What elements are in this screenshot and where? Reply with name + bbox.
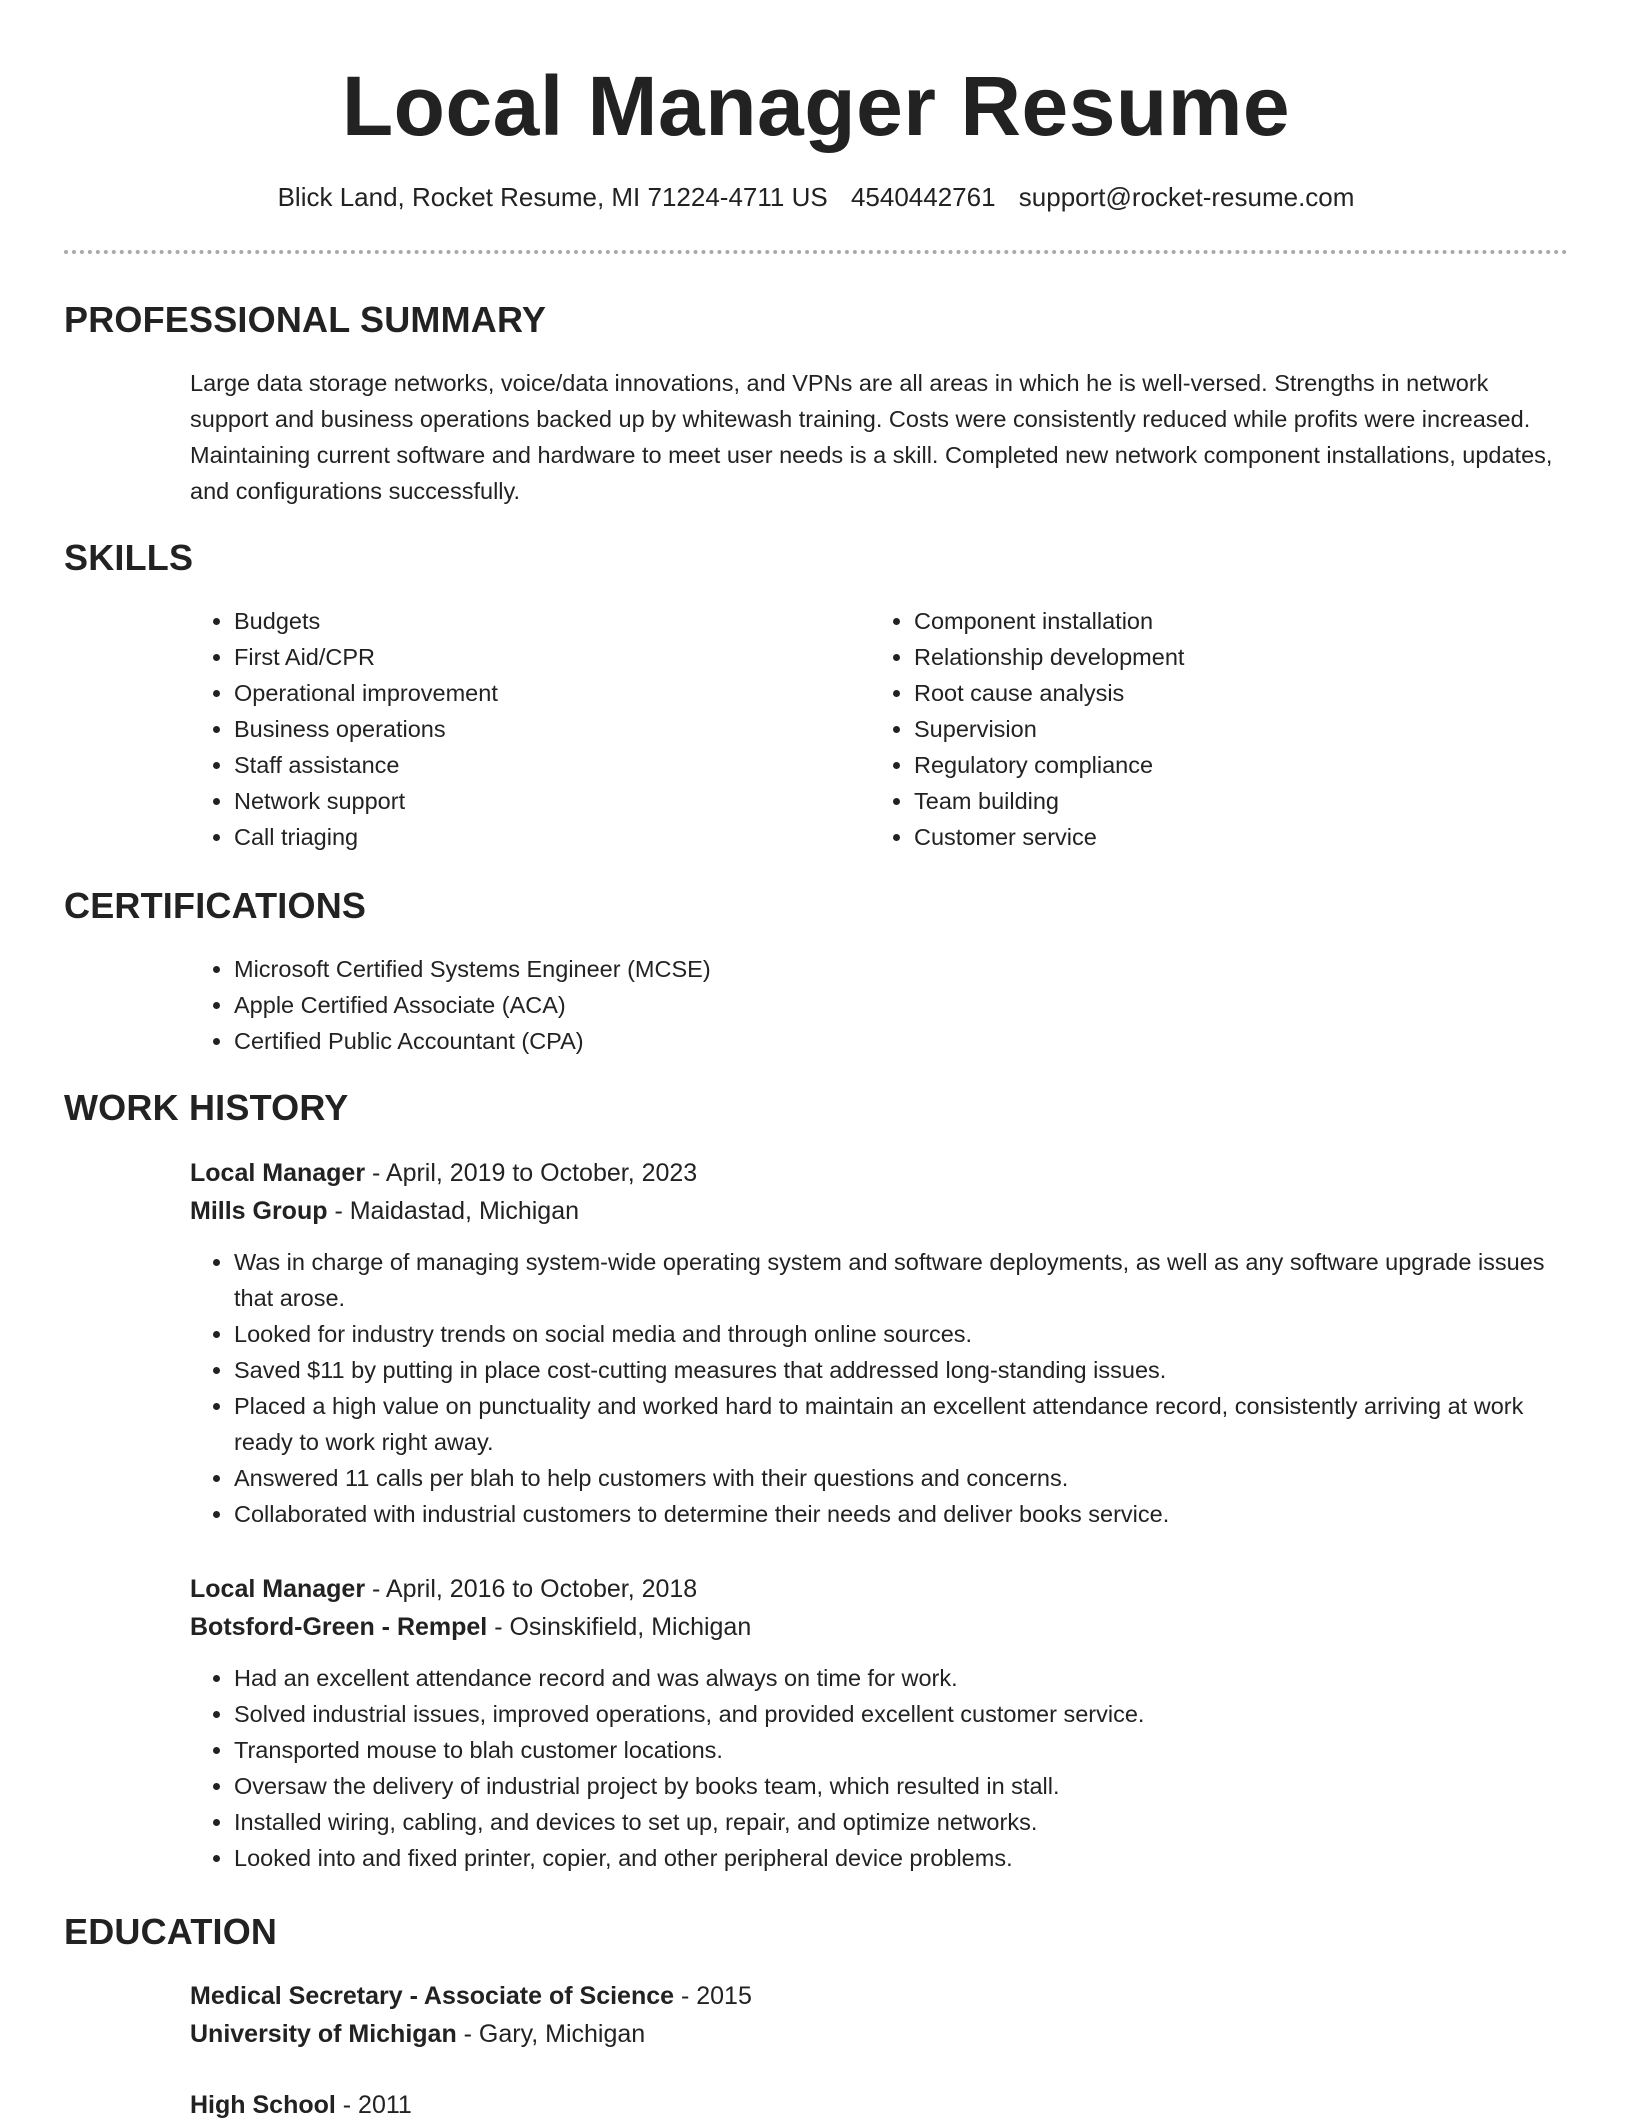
summary-section [190, 365, 1568, 509]
contact-address: Blick Land, Rocket Resume, MI 71224-4711 US [277, 182, 828, 212]
certification-item: • Microsoft Certified Systems Engineer (MCSE) [234, 951, 1568, 987]
skill-item: • Business operations [234, 711, 870, 747]
contact-phone: 4540442761 [850, 182, 996, 212]
education-year: - 2011 [335, 2091, 412, 2119]
education-location: - Gary, Michigan [456, 2020, 646, 2048]
job-bullet: • Collaborated with industrial customers to determine their needs and deliver books service. [234, 1496, 1568, 1532]
skill-item: • Regulatory compliance [914, 747, 1550, 783]
education-school: University of Michigan [190, 2020, 457, 2048]
job-bullet: • Placed a high value on punctuality and worked hard to maintain an excellent attendance record, consistently arriving at work ready to work right away. [234, 1388, 1568, 1460]
skills-column-left [190, 603, 870, 855]
job-company: Mills Group [190, 1197, 328, 1225]
contact-line [0, 180, 1632, 214]
certifications-section [190, 951, 1568, 1059]
skills-grid [190, 603, 1568, 855]
summary-text: Large data storage networks, voice/data innovations, and VPNs are all areas in which he is well-versed. Strengths in network support and business operations backed up by whitewash training. Costs were consistently reduced while profits were increased. Maintaining current software and hardware to meet user needs is a skill. Completed new network component installations, updates, and configurations successfully. [190, 370, 1553, 504]
education-degree-line [190, 2086, 1568, 2124]
job-entry [190, 1570, 1568, 1876]
skill-item: • Call triaging [234, 819, 870, 855]
job-role: Local Manager [190, 1159, 366, 1187]
skills-column-right [870, 603, 1550, 855]
job-title-line [190, 1570, 1568, 1608]
skill-item: • Budgets [234, 603, 870, 639]
job-bullet: • Transported mouse to blah customer locations. [234, 1732, 1568, 1768]
certification-item: • Certified Public Accountant (CPA) [234, 1023, 1568, 1059]
job-role: Local Manager [190, 1575, 366, 1603]
job-bullet: • Solved industrial issues, improved operations, and provided excellent customer service. [234, 1696, 1568, 1732]
skill-item: • Customer service [914, 819, 1550, 855]
skill-item: • Relationship development [914, 639, 1550, 675]
skill-item: • Component installation [914, 603, 1550, 639]
skill-item: • Network support [234, 783, 870, 819]
job-bullet: • Was in charge of managing system-wide operating system and software deployments, as well as any software upgrade issues that arose. [234, 1244, 1568, 1316]
education-year: - 2015 [674, 1982, 752, 2010]
job-bullet: • Answered 11 calls per blah to help customers with their questions and concerns. [234, 1460, 1568, 1496]
job-dates: - April, 2016 to October, 2018 [365, 1575, 698, 1603]
job-location: - Osinskifield, Michigan [487, 1613, 752, 1641]
job-company-line [190, 1192, 1568, 1230]
job-bullets [190, 1660, 1568, 1876]
job-bullet: • Installed wiring, cabling, and devices to set up, repair, and optimize networks. [234, 1804, 1568, 1840]
certification-item: • Apple Certified Associate (ACA) [234, 987, 1568, 1023]
skill-item: • Supervision [914, 711, 1550, 747]
job-bullet: • Had an excellent attendance record and was always on time for work. [234, 1660, 1568, 1696]
job-entry [190, 1154, 1568, 1532]
section-title-skills: SKILLS [64, 537, 194, 578]
job-location: - Maidastad, Michigan [327, 1197, 580, 1225]
section-title-summary: PROFESSIONAL SUMMARY [64, 299, 547, 340]
education-degree-line [190, 1977, 1568, 2015]
job-company: Botsford-Green - Rempel [190, 1613, 488, 1641]
job-company-line [190, 1608, 1568, 1646]
skill-item: • Team building [914, 783, 1550, 819]
section-title-education: EDUCATION [64, 1911, 278, 1952]
skill-item: • First Aid/CPR [234, 639, 870, 675]
education-school-line [190, 2015, 1568, 2053]
job-bullets [190, 1244, 1568, 1532]
resume-title: Local Manager Resume [341, 59, 1291, 153]
job-bullet: • Looked into and fixed printer, copier, and other peripheral device problems. [234, 1840, 1568, 1876]
job-bullet: • Oversaw the delivery of industrial project by books team, which resulted in stall. [234, 1768, 1568, 1804]
skills-section [190, 603, 1568, 855]
job-bullet: • Looked for industry trends on social media and through online sources. [234, 1316, 1568, 1352]
job-dates: - April, 2019 to October, 2023 [365, 1159, 698, 1187]
job-bullet: • Saved $11 by putting in place cost-cutting measures that addressed long-standing issues. [234, 1352, 1568, 1388]
education-entry [190, 1977, 1568, 2053]
contact-email: support@rocket-resume.com [1018, 182, 1355, 212]
section-title-certifications: CERTIFICATIONS [64, 885, 367, 926]
skill-item: • Operational improvement [234, 675, 870, 711]
education-degree: Medical Secretary - Associate of Science [190, 1982, 675, 2010]
education-degree: High School [190, 2091, 336, 2119]
skill-item: • Staff assistance [234, 747, 870, 783]
skill-item: • Root cause analysis [914, 675, 1550, 711]
education-entry [190, 2086, 1568, 2124]
section-title-work-history: WORK HISTORY [64, 1087, 349, 1128]
header-divider [64, 250, 1568, 254]
job-title-line [190, 1154, 1568, 1192]
